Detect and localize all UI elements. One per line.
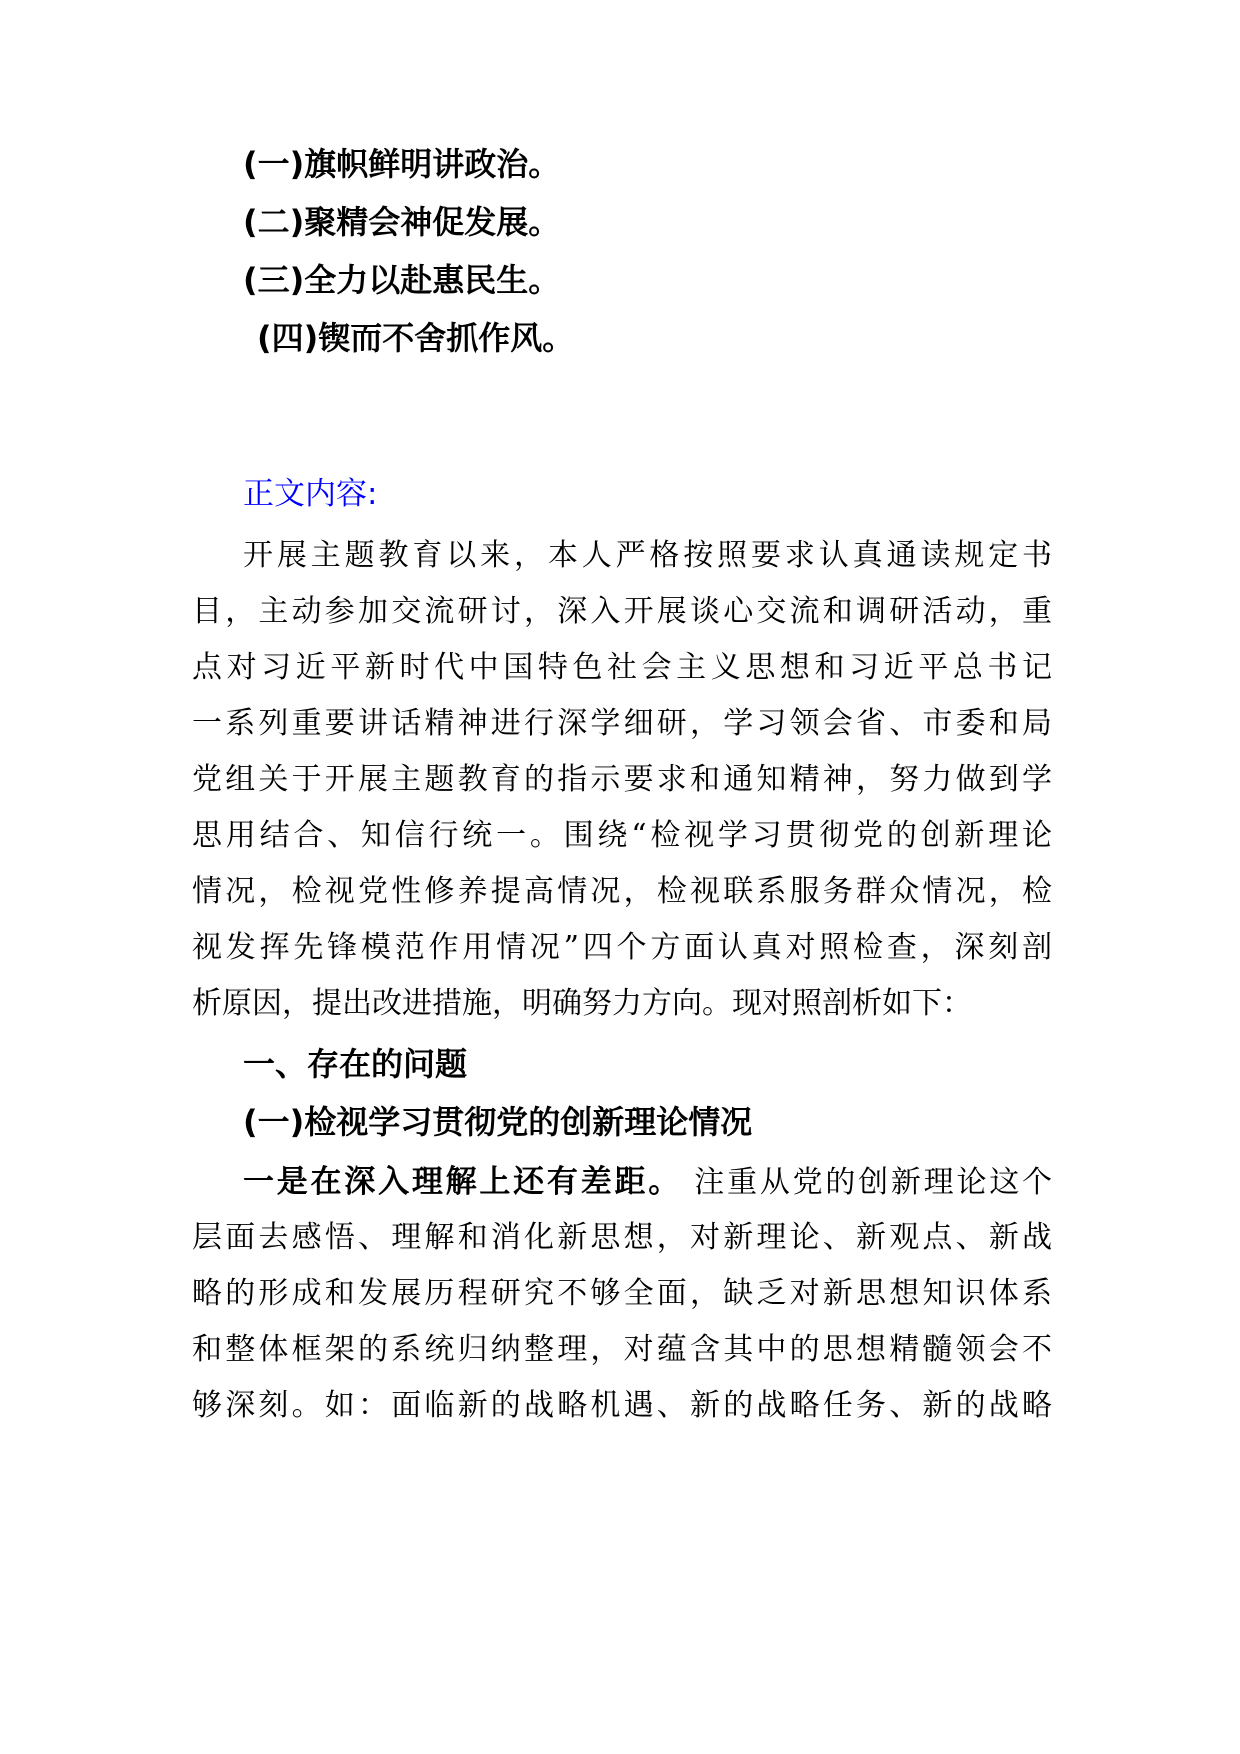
section-label: 正文内容: — [243, 476, 378, 512]
paragraph-line: 析原因，提出改进措施，明确努力方向。现对照剖析如下： — [192, 986, 972, 1021]
outline-item-2: (二)聚精会神促发展。 — [243, 203, 561, 241]
paragraph-line: 一系列重要讲话精神进行深学细研，学习领会省、市委和局 — [192, 706, 1052, 741]
paragraph-line: 目，主动参加交流研讨，深入开展谈心交流和调研活动，重 — [192, 594, 1052, 629]
paragraph-line: 略的形成和发展历程研究不够全面，缺乏对新思想知识体系 — [192, 1276, 1052, 1311]
paragraph-line — [243, 1162, 1052, 1203]
point-text: 注重从党的创新理论这个 — [682, 1165, 1052, 1200]
paragraph-line: 开展主题教育以来，本人严格按照要求认真通读规定书 — [243, 538, 1052, 573]
heading-level-1: 一、存在的问题 — [243, 1045, 468, 1083]
paragraph-line: 党组关于开展主题教育的指示要求和通知精神，努力做到学 — [192, 762, 1052, 797]
paragraph-line: 思用结合、知信行统一。围绕“检视学习贯彻党的创新理论 — [192, 818, 1052, 853]
paragraph-line: 层面去感悟、理解和消化新思想，对新理论、新观点、新战 — [192, 1220, 1052, 1255]
outline-item-3: (三)全力以赴惠民生。 — [243, 261, 561, 299]
outline-item-4: (四)锲而不舍抓作风。 — [257, 319, 575, 357]
paragraph-line: 够深刻。如：面临新的战略机遇、新的战略任务、新的战略 — [192, 1388, 1052, 1423]
point-lead: 一是在深入理解上还有差距。 — [243, 1164, 682, 1200]
paragraph-line: 点对习近平新时代中国特色社会主义思想和习近平总书记 — [192, 650, 1052, 685]
paragraph-line: 视发挥先锋模范作用情况”四个方面认真对照检查，深刻剖 — [192, 930, 1052, 965]
heading-level-2: (一)检视学习贯彻党的创新理论情况 — [243, 1103, 753, 1141]
paragraph-line: 情况，检视党性修养提高情况，检视联系服务群众情况，检 — [192, 874, 1052, 909]
paragraph-line: 和整体框架的系统归纳整理，对蕴含其中的思想精髓领会不 — [192, 1332, 1052, 1367]
outline-item-1: (一)旗帜鲜明讲政治。 — [243, 145, 561, 183]
